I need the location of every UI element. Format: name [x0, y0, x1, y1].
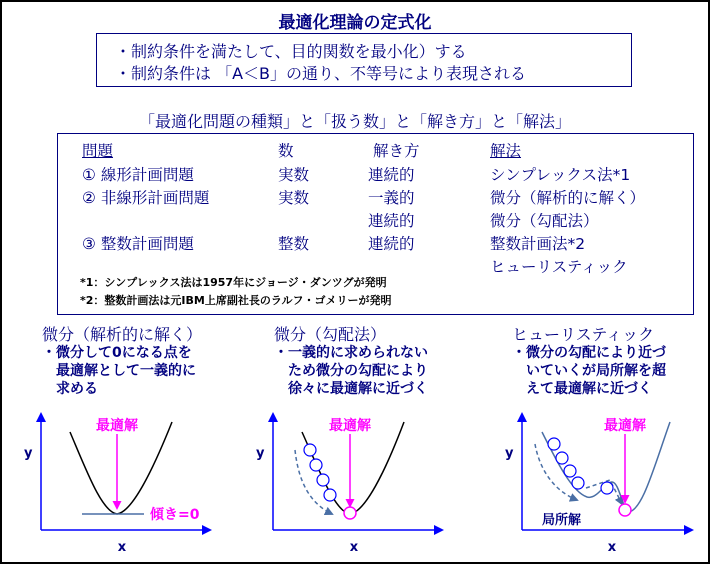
row1-number: 実数 [278, 166, 310, 184]
panel3-desc-line: えて最適解に近づく [526, 381, 652, 397]
step-point [324, 489, 336, 501]
panel2-desc-line: 徐々に最適解に近づく [288, 381, 428, 397]
step-point [304, 444, 316, 456]
header-number: 数 [278, 142, 294, 160]
panel2-desc [274, 344, 428, 398]
panel1-title: 微分（解析的に解く） [42, 325, 203, 344]
x-axis-label: x [349, 540, 359, 555]
footnote-2: *2：整数計画法は元IBM上席副社長のラルフ・ゴメリーが発明 [80, 294, 392, 307]
row3-approach: 連続的 [368, 212, 415, 230]
row4-number: 整数 [278, 235, 310, 253]
optimum-label: 最適解 [96, 418, 138, 434]
curve [70, 422, 172, 514]
optimum-label: 最適解 [604, 418, 646, 434]
optimum-label: 最適解 [329, 418, 371, 434]
header-method: 解法 [490, 142, 522, 160]
optimum-point [619, 504, 631, 516]
panel3-desc [512, 344, 666, 398]
step-point [556, 452, 568, 464]
panel2-desc-line: ・一義的に求められない [274, 345, 428, 361]
graphs-canvas [2, 2, 708, 562]
header-problem: 問題 [82, 142, 114, 160]
row4-method: 整数計画法*2 [490, 235, 586, 253]
curve [542, 422, 670, 512]
panel3-desc-line: ・微分の勾配により近づ [512, 345, 666, 361]
row2-method: 微分（解析的に解く） [490, 189, 646, 207]
row1-method: シンプレックス法*1 [490, 166, 631, 184]
row2-problem: ② 非線形計画問題 [82, 189, 210, 207]
row3-method: 微分（勾配法） [490, 212, 599, 230]
panel1-desc-line: ・微分して0になる点を [42, 345, 192, 361]
step-point [310, 459, 322, 471]
row1-problem: ① 線形計画問題 [82, 166, 194, 184]
graph-gradient [256, 414, 442, 555]
x-axis-label: x [607, 540, 617, 555]
row5-method: ヒューリスティック [490, 258, 628, 276]
slope-label: 傾き=0 [150, 507, 200, 523]
panel1-desc-line: 最適解として一義的に [56, 363, 196, 379]
row4-problem: ③ 整数計画問題 [82, 235, 194, 253]
page-title: 最適化理論の定式化 [278, 13, 432, 33]
header-approach: 解き方 [373, 142, 420, 160]
row2-number: 実数 [278, 189, 310, 207]
y-axis-label: y [505, 446, 514, 461]
step-point [317, 474, 329, 486]
x-axis-label: x [117, 540, 127, 555]
row1-approach: 連続的 [368, 166, 415, 184]
y-axis-label: y [256, 446, 265, 461]
local-optimum-label: 局所解 [542, 513, 582, 528]
optimum-point [344, 507, 356, 519]
step-point [601, 482, 613, 494]
section-subtitle: 「最適化問題の種類」と「扱う数」と「解き方」と「解法」 [138, 112, 571, 131]
step-point [572, 477, 584, 489]
y-axis-label: y [24, 446, 33, 461]
summary-line-1: ・制約条件を満たして、目的関数を最小化）する [115, 42, 467, 61]
panel3-title: ヒューリスティック [512, 325, 655, 344]
panel2-desc-line: ため微分の勾配により [288, 363, 428, 379]
panel3-desc-line: いていくが局所解を超 [526, 363, 666, 379]
step-point [564, 465, 576, 477]
graph-analytic [24, 414, 210, 555]
step-point [548, 438, 560, 450]
graph-heuristic [505, 414, 692, 555]
panel1-desc-line: 求める [56, 381, 98, 397]
row4-approach: 連続的 [368, 235, 415, 253]
summary-line-2: ・制約条件は 「A＜B」の通り、不等号により表現される [115, 64, 527, 83]
panel2-title: 微分（勾配法） [274, 325, 387, 344]
row2-approach: 一義的 [368, 189, 415, 207]
footnote-1: *1：シンプレックス法は1957年にジョージ・ダンツグが発明 [80, 276, 387, 289]
